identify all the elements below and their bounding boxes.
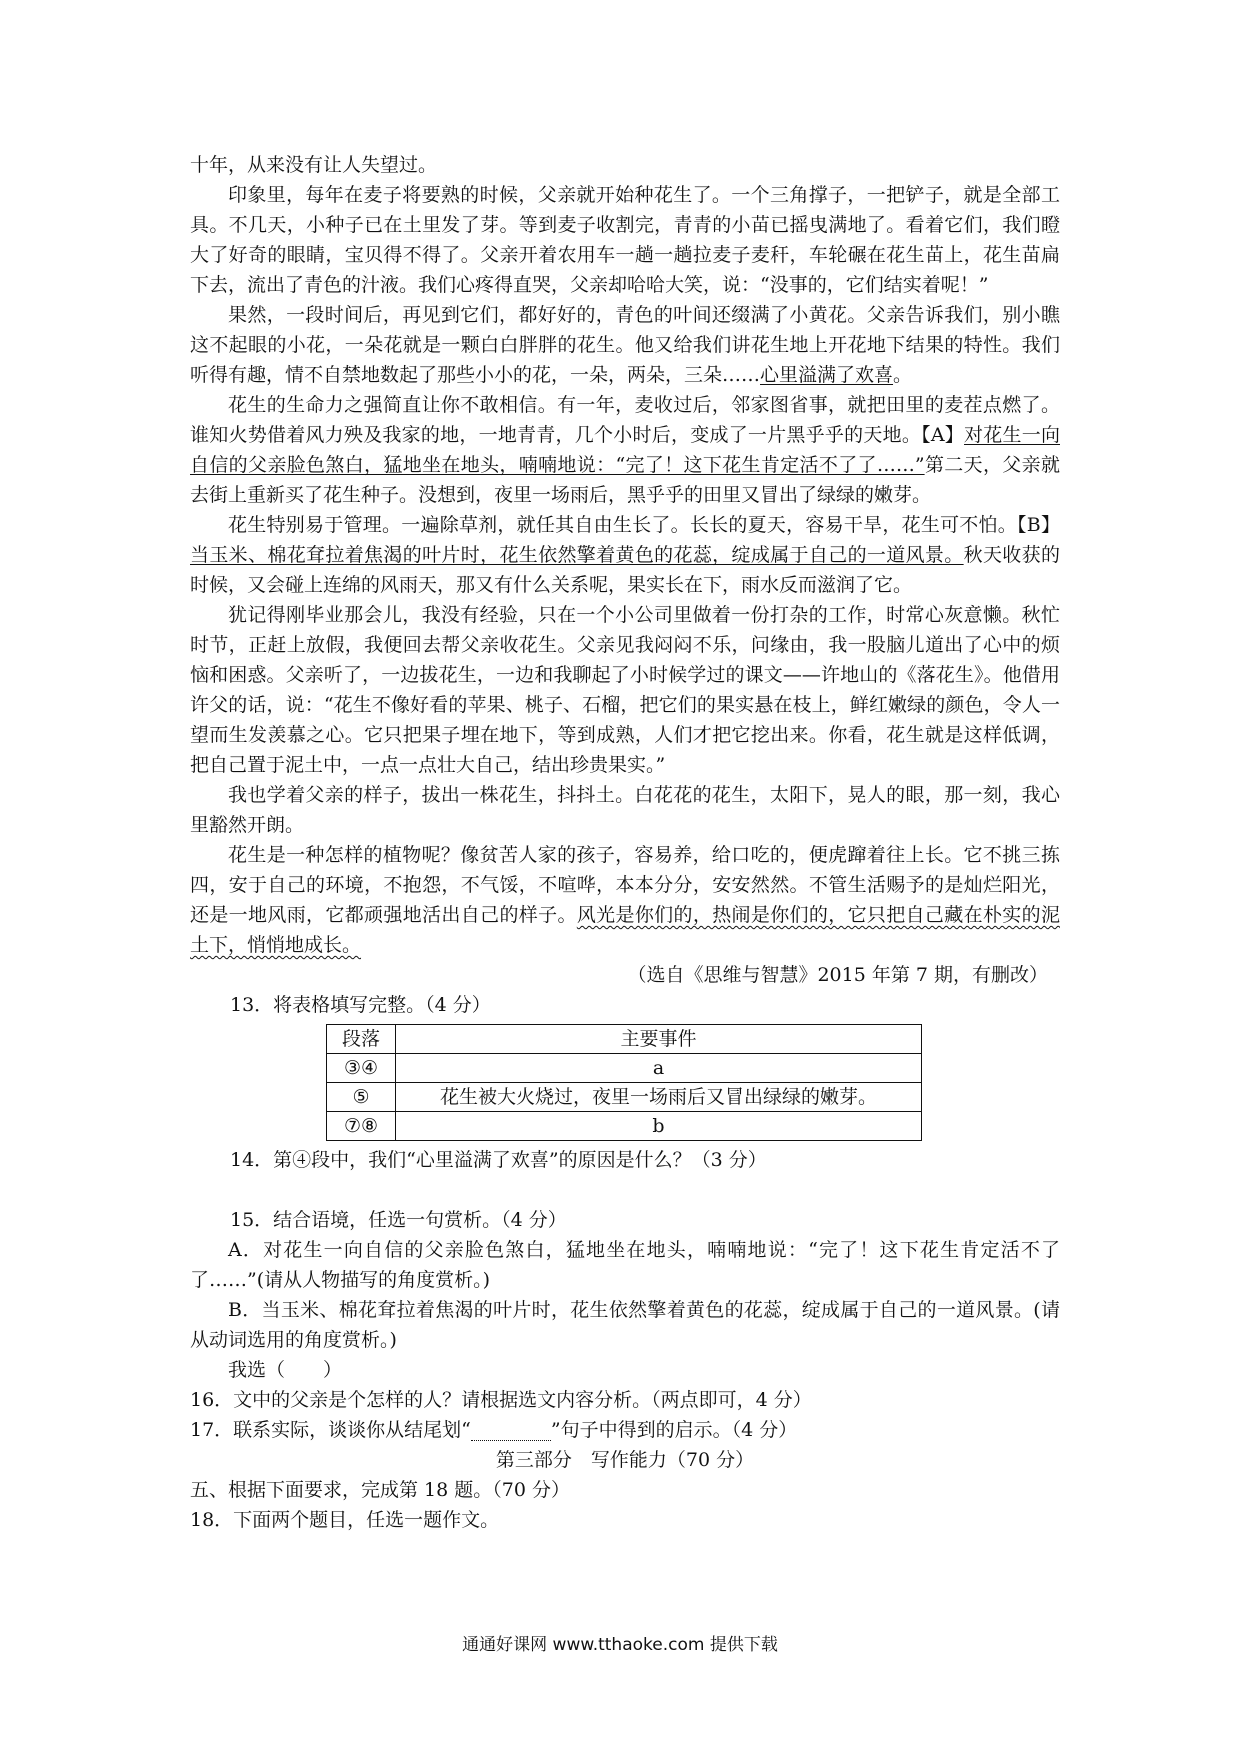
paragraph-2-text: 果然，一段时间后，再见到它们，都好好的，青色的叶间还缀满了小黄花。父亲告诉我们，别小瞧这不起眼的小花，一朵花就是一颗白白胖胖的花生。他又给我们讲花生地上开花地下结果的特性。我们听得有趣，情不自禁地数起了那些小小的花，一朵，两朵，三朵…… bbox=[190, 304, 1060, 386]
table-cell: ⑦⑧ bbox=[327, 1112, 396, 1141]
table-cell: 花生被大火烧过，夜里一场雨后又冒出绿绿的嫩芽。 bbox=[396, 1083, 922, 1112]
question-14: 14．第④段中，我们“心里溢满了欢喜”的原因是什么？（3 分） bbox=[230, 1149, 767, 1171]
question-17 bbox=[190, 1415, 1060, 1445]
paragraph-4-end: 秋天收获的时候，又会碰上连绵的风雨天，那又有什么关系呢，果实长在下，雨水反而滋润了它。 bbox=[190, 544, 1060, 596]
table-header-row bbox=[327, 1025, 922, 1054]
question-15-option-a: A．对花生一向自信的父亲脸色煞白，猛地坐在地头，喃喃地说：“完了！这下花生肯定活不了了……”(请从人物描写的角度赏析。) bbox=[190, 1239, 1060, 1291]
table-cell: a bbox=[396, 1054, 922, 1083]
passage-paragraph-1: 印象里，每年在麦子将要熟的时候，父亲就开始种花生了。一个三角撑子，一把铲子，就是全部工具。不几天，小种子已在土里发了芽。等到麦子收割完，青青的小苗已摇曳满地了。看着它们，我们瞪大了好奇的眼睛，宝贝得不得了。父亲开着农用车一趟一趟拉麦子麦秆，车轮碾在花生苗上，花生苗扁下去，流出了青色的汁液。我们心疼得直哭，父亲却哈哈大笑，说：“没事的，它们结实着呢！” bbox=[190, 184, 1060, 296]
paragraph-3-end: 第二天，父亲就去街上重新买了花生种子。没想到，夜里一场雨后，黑乎乎的田里又冒出了绿绿的嫩芽。 bbox=[190, 454, 1060, 506]
passage-paragraph-4 bbox=[190, 510, 1060, 600]
underlined-phrase-joy: 心里溢满了欢喜 bbox=[760, 364, 894, 386]
paragraph-7-text: 花生是一种怎样的植物呢？像贫苦人家的孩子，容易养，给口吃的，便虎蹿着往上长。它不挑三拣四，安于自己的环境，不抱怨，不气馁，不喧哗，本本分分，安安然然。不管生活赐予的是灿烂阳光，还是一地风雨，它都顽强地活出自己的样子。 bbox=[190, 844, 1060, 926]
table-cell: ⑤ bbox=[327, 1083, 396, 1112]
underlined-sentence-b: 当玉米、棉花耷拉着焦渴的叶片时，花生依然擎着黄色的花蕊，绽成属于自己的一道风景。 bbox=[190, 544, 964, 566]
table-row bbox=[327, 1112, 922, 1141]
passage-paragraph-6: 我也学着父亲的样子，拔出一株花生，抖抖土。白花花的花生，太阳下，晃人的眼，那一刻，我心里豁然开朗。 bbox=[190, 784, 1060, 836]
section-5-heading: 五、根据下面要求，完成第 18 题。（70 分） bbox=[190, 1479, 570, 1501]
download-footer: 通通好课网 www.tthaoke.com 提供下载 bbox=[462, 1635, 778, 1655]
underlined-sentence-a: 对花生一向自信的父亲脸色煞白，猛地坐在地头，喃喃地说：“完了！这下花生肯定活不了了……” bbox=[190, 424, 1060, 476]
table-header-event: 主要事件 bbox=[396, 1025, 922, 1054]
table-header-paragraph: 段落 bbox=[327, 1025, 396, 1054]
passage-paragraph-2 bbox=[190, 300, 1060, 390]
part-3-heading: 第三部分 写作能力（70 分） bbox=[495, 1449, 755, 1471]
table-cell: b bbox=[396, 1112, 922, 1141]
question-17-start: 17．联系实际，谈谈你从结尾划“ bbox=[190, 1419, 471, 1441]
exam-page bbox=[190, 150, 1060, 1535]
question-18: 18．下面两个题目，任选一题作文。 bbox=[190, 1509, 500, 1531]
paragraph-3-text: 花生的生命力之强简直让你不敢相信。有一年，麦收过后，邻家图省事，就把田里的麦茬点燃了。谁知火势借着风力殃及我家的地，一地青青，几个小时后，变成了一片黑乎乎的天地。【A】 bbox=[190, 394, 1060, 446]
passage-paragraph-7 bbox=[190, 840, 1060, 960]
table-row bbox=[327, 1054, 922, 1083]
question-15-choice: 我选（ ） bbox=[228, 1359, 343, 1381]
events-table bbox=[326, 1024, 922, 1141]
passage-paragraph-0: 十年，从来没有让人失望过。 bbox=[190, 154, 438, 176]
question-15: 15．结合语境，任选一句赏析。（4 分） bbox=[230, 1209, 567, 1231]
question-15-option-b: B．当玉米、棉花耷拉着焦渴的叶片时，花生依然擎着黄色的花蕊，绽成属于自己的一道风景。(请从动词选用的角度赏析。) bbox=[190, 1299, 1060, 1351]
passage-paragraph-5: 犹记得刚毕业那会儿，我没有经验，只在一个小公司里做着一份打杂的工作，时常心灰意懒。秋忙时节，正赶上放假，我便回去帮父亲收花生。父亲见我闷闷不乐，问缘由，我一股脑儿道出了心中的烦恼和困惑。父亲听了，一边拔花生，一边和我聊起了小时候学过的课文——许地山的《落花生》。他借用许父的话，说：“花生不像好看的苹果、桃子、石榴，把它们的果实悬在枝上，鲜红嫩绿的颜色，令人一望而生发羡慕之心。它只把果子埋在地下，等到成熟，人们才把它挖出来。你看，花生就是这样低调，把自己置于泥土中，一点一点壮大自己，结出珍贵果实。” bbox=[190, 604, 1060, 776]
question-16: 16．文中的父亲是个怎样的人？请根据选文内容分析。（两点即可，4 分） bbox=[190, 1389, 812, 1411]
paragraph-4-text: 花生特别易于管理。一遍除草剂，就任其自由生长了。长长的夏天，容易干旱，花生可不怕。【B】 bbox=[228, 514, 1060, 536]
passage-paragraph-3 bbox=[190, 390, 1060, 510]
question-13: 13．将表格填写完整。（4 分） bbox=[230, 994, 491, 1016]
table-cell: ③④ bbox=[327, 1054, 396, 1083]
wavy-blank bbox=[471, 1422, 551, 1441]
answer-space bbox=[190, 1175, 1060, 1205]
wavy-underlined-ending: 风光是你们的，热闹是你们的，它只把自己藏在朴实的泥土下，悄悄地成长。 bbox=[190, 904, 1060, 956]
source-citation: （选自《思维与智慧》2015 年第 7 期，有删改） bbox=[627, 964, 1048, 986]
paragraph-2-end: 。 bbox=[893, 364, 913, 386]
table-row bbox=[327, 1083, 922, 1112]
question-17-end: ”句子中得到的启示。（4 分） bbox=[550, 1419, 798, 1441]
